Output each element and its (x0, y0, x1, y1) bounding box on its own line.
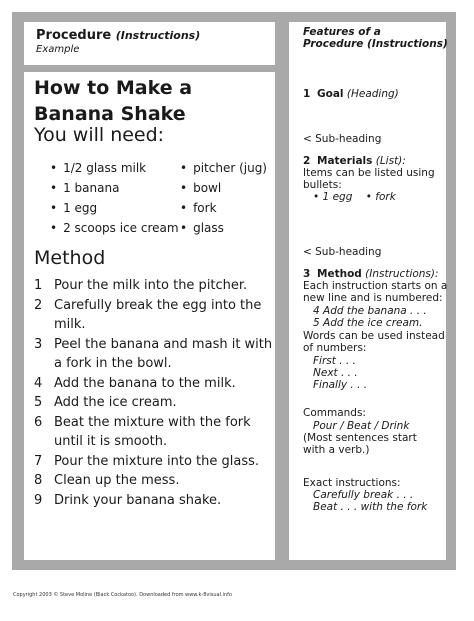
step-item (34, 471, 274, 491)
step-text: Add the ice cream. (54, 395, 177, 410)
method-example-2: 5 Add the ice cream. (313, 317, 423, 329)
features-title-line1: Features of a (303, 26, 381, 38)
feature-goal (303, 88, 399, 101)
list-item (50, 158, 280, 178)
step-text: Drink your banana shake. (54, 492, 222, 508)
ingredient-text: 2 scoops ice cream (63, 221, 179, 235)
bullet-icon: • (50, 221, 58, 235)
method-steps (34, 276, 274, 510)
step-number: 7 (34, 453, 43, 469)
ingredients-list (50, 158, 280, 238)
materials-examples (313, 191, 396, 204)
recipe-title (34, 75, 192, 127)
bullet-icon: • (180, 221, 188, 235)
step-number: 1 (34, 278, 43, 293)
method-desc-line1: Each instruction starts on a (303, 280, 448, 292)
method-note: (Instructions): (365, 268, 439, 280)
method-heading: Method (34, 247, 106, 269)
subheading-note-1: < Sub-heading (303, 133, 382, 145)
commands-label: Commands: (303, 407, 366, 419)
bullet-icon: • (180, 201, 188, 215)
materials-desc-line1: Items can be listed using (303, 167, 435, 179)
materials-number: 2 (303, 155, 311, 167)
bullet-icon: • (365, 191, 372, 203)
step-item (34, 276, 274, 296)
materials-example: fork (375, 191, 396, 203)
header-title-note: (Instructions) (115, 29, 201, 42)
materials-example: 1 egg (322, 191, 353, 203)
list-item (50, 178, 280, 198)
step-number: 8 (34, 473, 43, 488)
ingredient-text: 1/2 glass milk (63, 161, 147, 175)
step-item (34, 413, 274, 452)
list-item (50, 218, 280, 238)
words-line1: Words can be used instead (303, 330, 445, 342)
step-text: Peel the banana and mash it with a fork in the bowl. (54, 336, 273, 371)
bullet-icon: • (50, 201, 58, 215)
bullet-icon: • (180, 181, 188, 195)
ingredient-text: fork (193, 201, 217, 215)
step-text: Add the banana to the milk. (54, 375, 236, 391)
commands-note-line2: with a verb.) (303, 444, 370, 456)
feature-method (303, 268, 439, 281)
recipe-title-line2: Banana Shake (34, 103, 186, 125)
exact-label: Exact instructions: (303, 477, 401, 489)
commands-note-line1: (Most sentences start (303, 432, 417, 444)
step-item (34, 452, 274, 472)
step-number: 6 (34, 414, 43, 430)
method-example-1: 4 Add the banana . . . (313, 305, 427, 317)
step-text: Clean up the mess. (54, 473, 180, 488)
header-title (36, 28, 200, 43)
words-line2: of numbers: (303, 342, 367, 354)
ingredient-text: 1 banana (63, 181, 120, 195)
ingredient-text: pitcher (jug) (193, 161, 267, 175)
feature-materials (303, 155, 406, 168)
ingredient-text: bowl (193, 181, 222, 195)
word-first: First . . . (313, 355, 356, 367)
materials-note: (List): (375, 155, 406, 167)
header-subtitle: Example (36, 44, 80, 55)
step-item (34, 393, 274, 413)
recipe-title-line1: How to Make a (34, 77, 193, 99)
method-number: 3 (303, 268, 311, 280)
step-text: Beat the mixture with the fork until it is smooth. (54, 414, 251, 449)
commands-example: Pour / Beat / Drink (313, 420, 410, 432)
goal-number: 1 (303, 88, 311, 100)
method-label: Method (317, 268, 362, 280)
step-item (34, 491, 274, 511)
word-next: Next . . . (313, 367, 358, 379)
step-number: 2 (34, 297, 43, 313)
header-title-text: Procedure (36, 28, 112, 43)
goal-note: (Heading) (346, 88, 399, 100)
step-text: Pour the milk into the pitcher. (54, 278, 248, 293)
list-item (50, 198, 280, 218)
goal-label: Goal (317, 88, 344, 100)
step-text: Carefully break the egg into the milk. (54, 297, 262, 332)
bullet-icon: • (50, 181, 58, 195)
step-item (34, 335, 274, 374)
materials-label: Materials (317, 155, 373, 167)
step-number: 4 (34, 375, 43, 391)
ingredient-text: glass (193, 221, 224, 235)
need-heading: You will need: (34, 124, 165, 146)
ingredient-text: 1 egg (63, 201, 98, 215)
step-item (34, 296, 274, 335)
exact-example-2: Beat . . . with the fork (313, 501, 428, 513)
bullet-icon: • (180, 161, 188, 175)
step-number: 3 (34, 336, 43, 352)
exact-example-1: Carefully break . . . (313, 489, 414, 501)
bullet-icon: • (313, 191, 320, 203)
step-number: 9 (34, 492, 43, 508)
subheading-note-2: < Sub-heading (303, 246, 382, 258)
step-text: Pour the mixture into the glass. (54, 453, 260, 469)
bullet-icon: • (50, 161, 58, 175)
features-title-line2: Procedure (Instructions) (303, 38, 448, 50)
method-desc-line2: new line and is numbered: (303, 292, 443, 304)
materials-desc-line2: bullets: (303, 179, 342, 191)
word-finally: Finally . . . (313, 379, 368, 391)
copyright-footer: Copyright 2003 © Steve Moline (Black Cockatoo). Downloaded from www.k-8visual.info (13, 592, 232, 598)
step-item (34, 374, 274, 394)
step-number: 5 (34, 395, 43, 410)
